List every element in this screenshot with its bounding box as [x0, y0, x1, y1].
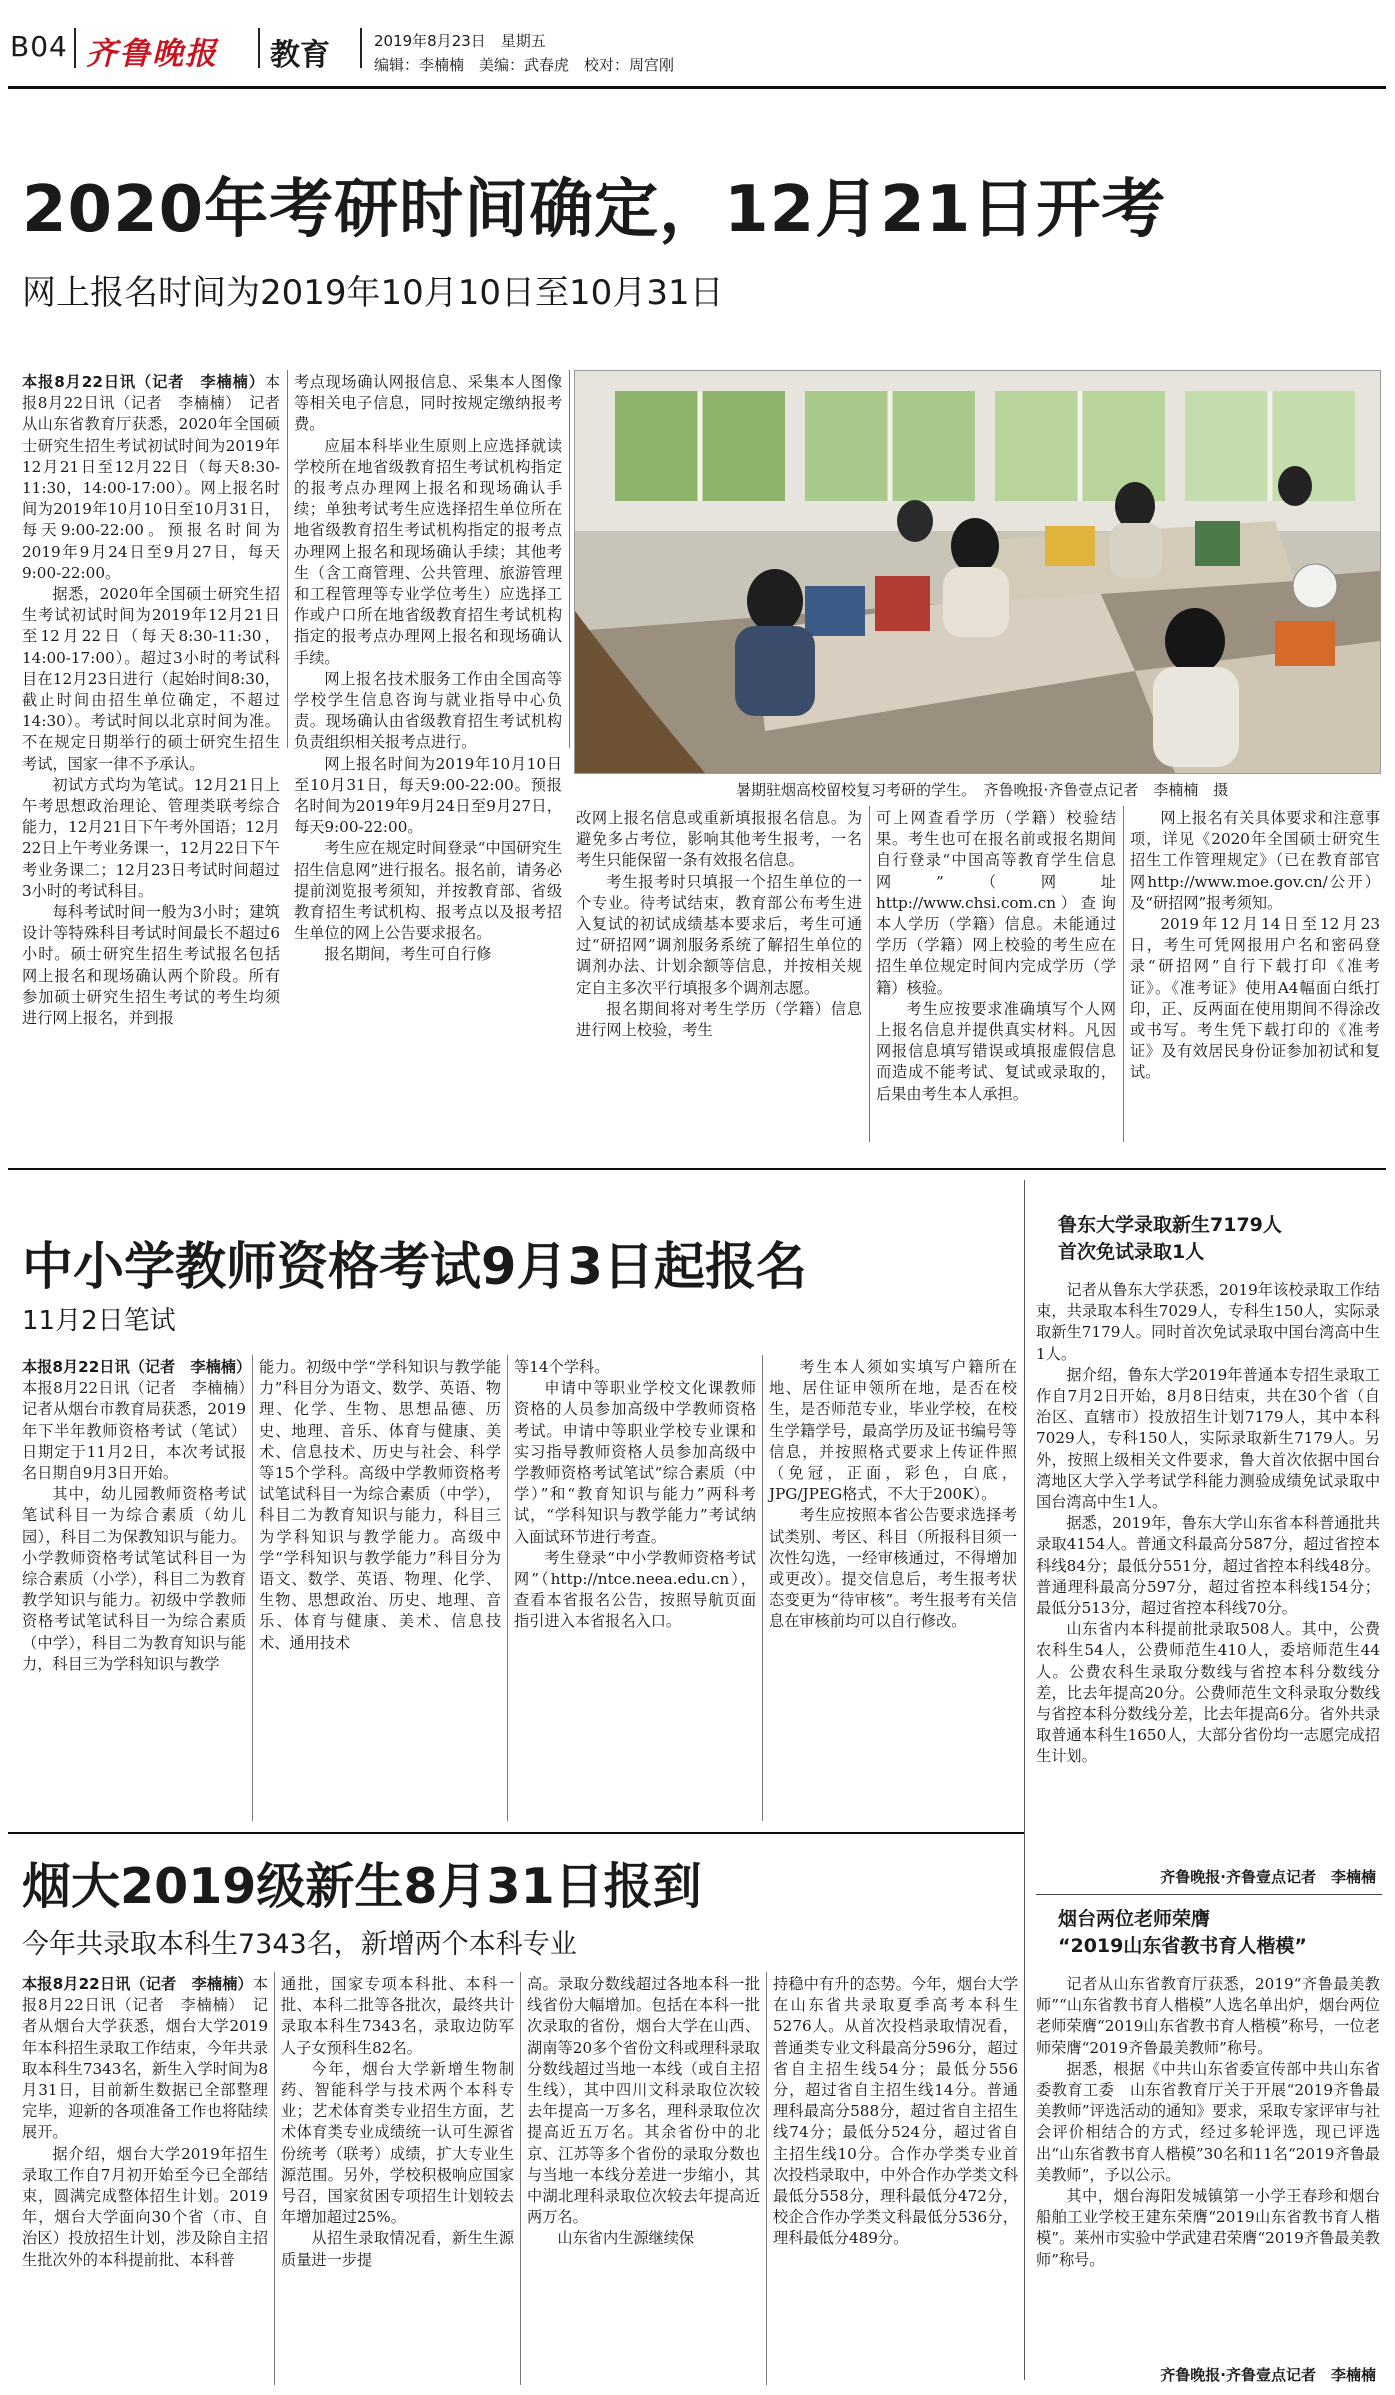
sidebar2-headline: 烟台两位老师荣膺 “2019山东省教书育人楷模” — [1058, 1908, 1307, 1957]
article2-paragraph: 其中，幼儿园教师资格考试笔试科目一为综合素质（幼儿园），科目二为保教知识与能力。小学教师资格考试笔试科目一为综合素质（小学），科目二为教育教学知识与能力。初级中学教师资格考试笔试科目一为综合素质（中学），科目二为教育知识与能力，科目三为学科知识与教学 — [22, 1485, 246, 1673]
article1-paragraph: 考生应按要求准确填写个人网上报名信息并提供真实材料。凡因网报信息填写错误或填报虚假信息而造成不能考试、复试或录取的，后果由考生本人承担。 — [876, 999, 1116, 1103]
article1-paragraph: 考生应在规定时间登录“中国研究生招生信息网”进行报名。报名前，请务必提前浏览报考须知，并按教育部、省级教育招生考试机构、报考点以及报考招生单位的网上公告要求报名。 — [294, 839, 562, 943]
article2-paragraph: 考生本人须如实填写户籍所在地、居住证申领所在地，是否在校生，是否师范专业，毕业学校，在校生学籍学号，最高学历及证书编号等信息，并按照格式要求上传证件照（免冠，正面，彩色，白底，JPG/JPEG格式，不大于200K）。 — [769, 1358, 1017, 1504]
article3-column-3 — [527, 1974, 760, 2390]
sidebar1-headline: 鲁东大学录取新生7179人 首次免试录取1人 — [1058, 1214, 1282, 1263]
article1-paragraph: 改网上报名信息或重新填报报名信息。为避免多占考位，影响其他考生报考，一名考生只能保留一条有效报名信息。 — [576, 809, 862, 870]
article2-paragraph: 考生登录“中小学教师资格考试网”（http://ntce.neea.edu.cn），查看本省报名公告，按照导航页面指引进入本省报名入口。 — [514, 1548, 756, 1631]
article1-paragraph: 考点现场确认网报信息、采集本人图像等相关电子信息，同时按规定缴纳报考费。 — [294, 373, 562, 434]
article1-paragraph: 据悉，2020年全国硕士研究生招生考试初试时间为2019年12月21日至12月22日（每天8:30-11:30，14:00-17:00）。超过3小时的考试科目在12月23日进行（起始时间8:30，截止时间由招生单位确定，不超过14:30）。考试时间以北京时间为准。不在规定日期举行的硕士研究生招生考试，国家一律不予承认。 — [22, 585, 280, 773]
article3-column-1: 本报8月22日讯（记者 李楠楠）本报8月22日讯（记者 李楠楠） 记者从烟台大学获悉，烟台大学2019年本科招生录取工作结束，今年共录取本科生7343名，新生入学时间为8月31日，目前新生数据已全部整理完毕，迎新的各项准备工作也将陆续展开。 据介绍，烟台大学2019年招生录取工作自7月初开始至今已全部结束，圆满完成整体招生计划。2019年，烟台大学面向30个省（市、自治区）投放招生计划，涉及除自主招生批次外的本科提前批、本科普 — [22, 1974, 268, 2390]
article1-paragraph: 应届本科毕业生原则上应选择就读学校所在地省级教育招生考试机构指定的报考点办理网上报名和现场确认手续；单独考试考生应选择招生单位所在地省级教育招生考试机构指定的报考点办理网上报名和现场确认手续；其他考生（含工商管理、公共管理、旅游管理和工程管理等专业学位考生）应选择工作或户口所在地省级教育招生考试机构指定的报考点办理网上报名和现场确认手续。 — [294, 436, 562, 667]
article1-column-3 — [576, 808, 862, 1146]
article1-column-4 — [876, 808, 1116, 1146]
article3-paragraph: 持稳中有升的态势。今年，烟台大学在山东省共录取夏季高考本科生5276人。从首次投档录取情况看，普通类专业文科最高分596分，超过省自主招生线54分；最低分556分，超过省自主招生线14分。普通理科最高分588分，超过省自主招生线74分；最低分524分，超过省自主招生线10分。合作办学类专业首次投档录取中，中外合作办学类文科最低分558分，理科最低分472分，校企合作办学类文科最低分536分，理科最低分489分。 — [773, 1975, 1018, 2248]
section-divider — [8, 1168, 1386, 1170]
article3-lead-paragraph: 本报8月22日讯（记者 李楠楠） 记者从烟台大学获悉，烟台大学2019年本科招生录取工作结束，今年共录取本科生7343名，新生入学时间为8月31日，目前新生数据已全部整理完毕，迎新的各项准备工作也将陆续展开。 — [22, 1975, 268, 2142]
sidebar-divider — [1036, 1894, 1382, 1895]
article3-paragraph: 通批，国家专项本科批、本科一批、本科二批等各批次，最终共计录取本科生7343名，录取边防军人子女预科生82名。 — [281, 1975, 514, 2057]
sidebar1-byline: 齐鲁晚报·齐鲁壹点记者 李楠楠 — [1160, 1868, 1376, 1886]
article2-paragraph: 等14个学科。 — [514, 1358, 610, 1376]
sidebar1-paragraph: 山东省内本科提前批录取508人。其中，公费农科生54人，公费师范生410人，委培师范生44人。公费农科生录取分数线与省控本科分数线分差，比去年提高20分。公费师范生文科录取分数线与省控本科分数线分差，比去年提高6分。省外共录取普通本科生1650人，大部分省份均一志愿完成招生计划。 — [1036, 1620, 1380, 1766]
article2-column-3 — [514, 1357, 756, 1825]
article2-paragraph: 考生应按照本省公告要求选择考试类别、考区、科目（所报科目须一次性勾选，一经审核通过，不得增加或更改）。提交信息后，考生报考状态变更为“待审核”。考生报考有关信息在审核前均可以自行修改。 — [769, 1506, 1017, 1631]
article1-paragraph: 2019年12月14日至12月23日，考生可凭网报用户名和密码登录“研招网”自行下载打印《准考证》。《准考证》使用A4幅面白纸打印，正、反两面在使用期间不得涂改或书写。考生凭下载打印的《准考证》及有效居民身份证参加初试和复试。 — [1130, 915, 1380, 1082]
article1-paragraph: 网上报名时间为2019年10月10日至10月31日，每天9:00-22:00。预报名时间为2019年9月24日至9月27日，每天9:00-22:00。 — [294, 754, 562, 837]
article2-column-1: 本报8月22日讯（记者 李楠楠）本报8月22日讯（记者 李楠楠） 记者从烟台市教育局获悉，2019年下半年教师资格考试（笔试）日期定于11月2日，本次考试报名日期自9月3日开始。 其中，幼儿园教师资格考试笔试科目一为综合素质（幼儿园），科目二为保教知识与能力。小学教师资格考试笔试科目一为综合素质（小学），科目二为教育教学知识与能力。初级中学教师资格考试笔试科目一为综合素质（中学），科目二为教育知识与能力，科目三为学科知识与教学 — [22, 1357, 246, 1825]
article3-paragraph: 山东省内生源继续保 — [557, 2229, 695, 2248]
sidebar1-paragraph: 据悉，2019年，鲁东大学山东省本科普通批共录取4154人。普通文科最高分587分，超过省控本科线84分；最低分551分，超过省控本科线48分。普通理科最高分597分，超过省控本科线154分；最低分513分，超过省控本科线70分。 — [1036, 1514, 1380, 1618]
sidebar2-body — [1036, 1974, 1380, 2352]
sidebar1-body — [1036, 1280, 1380, 1832]
article2-paragraph: 申请中等职业学校文化课教师资格的人员参加高级中学教师资格考试。申请中等职业学校专业课和实习指导教师资格人员参加高级中学教师资格考试笔试“综合素质（中学）”和“教育知识与能力”两科考试，“学科知识与教学能力”考试纳入面试环节进行考查。 — [514, 1379, 756, 1546]
article1-photo — [574, 370, 1381, 774]
article1-column-2 — [294, 372, 562, 1146]
article3-paragraph: 从招生录取情况看，新生生源质量进一步提 — [281, 2229, 514, 2269]
classroom-study-photo — [575, 371, 1380, 773]
article1-paragraph: 网上报名技术服务工作由全国高等学校学生信息咨询与就业指导中心负责。现场确认由省级教育招生考试机构负责组织相关报考点进行。 — [294, 669, 562, 752]
article1-headline: 2020年考研时间确定，12月21日开考 — [22, 173, 1167, 247]
page-code: B04 — [10, 30, 68, 63]
article1-paragraph: 考生报考时只填报一个招生单位的一个专业。待考试结束，教育部公布考生进入复试的初试成绩基本要求后，考生可通过“研招网”调剂服务系统了解招生单位的调剂办法、计划余额等信息，并按相关规定自主多次平行填报多个调剂志愿。 — [576, 872, 862, 997]
article1-lead-paragraph: 本报8月22日讯（记者 李楠楠） 记者从山东省教育厅获悉，2020年全国硕士研究生招生考试初试时间为2019年12月21日至12月22日（每天8:30-11:30，14:00-17:00）。网上报名时间为2019年10月10日至10月31日，每天9:00-22:00。预报名时间为2019年9月24日至9月27日，每天9:00-22:00。 — [22, 373, 280, 582]
article1-paragraph: 报名期间，考生可自行修 — [324, 945, 492, 964]
article3-headline: 烟大2019级新生8月31日报到 — [22, 1858, 702, 1915]
sidebar2-paragraph: 其中，烟台海阳发城镇第一小学王春珍和烟台船舶工业学校王建东荣膺“2019山东省教书育人楷模”。莱州市实验中学武建君荣膺“2019齐鲁最美教师”称号。 — [1036, 2187, 1380, 2269]
newspaper-logo: 齐鲁晚报 — [86, 36, 218, 72]
article3-paragraph: 今年，烟台大学新增生物制药、智能科学与技术两个本科专业；艺术体育类专业招生方面，艺术体育类专业成绩统一认可生源省份统考（联考）成绩，扩大专业生源范围。另外，学校积极响应国家号召，国家贫困专项招生计划较去年增加超过25%。 — [281, 2059, 514, 2227]
article3-column-4 — [773, 1974, 1018, 2390]
article3-paragraph: 高。录取分数线超过各地本科一批线省份大幅增加。包括在本科一批次录取的省份，烟台大学在山西、湖南等20多个省份文科或理科录取分数线超过当地一本线（或自主招生线），其中四川文科录取位次较去年提高一万多名，理科录取位次提高近五万名。其余省份中的北京、江苏等多个省份的录取分数也与当地一本线分差进一步缩小，其中湖北理科录取位次较去年提高近两万名。 — [527, 1975, 760, 2227]
article2-subtitle: 11月2日笔试 — [22, 1306, 176, 1336]
sidebar1-paragraph: 据介绍，鲁东大学2019年普通本专招生录取工作自7月2日开始，8月8日结束，共在30个省（自治区、直辖市）投放招生计划7179人，其中本科7029人，专科150人，实际录取新生7179人。另外，按照上级相关文件要求，鲁大首次依据中国台湾地区大学入学考试学科能力测验成绩免试录取中国台湾高中生1人。 — [1036, 1365, 1380, 1512]
issue-date: 2019年8月23日 星期五 — [374, 32, 546, 50]
sidebar2-byline: 齐鲁晚报·齐鲁壹点记者 李楠楠 — [1160, 2366, 1376, 2384]
article2-column-4 — [769, 1357, 1017, 1825]
article1-paragraph: 初试方式均为笔试。12月21日上午考思想政治理论、管理类联考综合能力，12月21日下午考外国语；12月22日上午考业务课一，12月22日下午考业务课二；12月23日考试时间超过3小时的考试科目。 — [22, 775, 280, 900]
section-divider — [8, 1832, 1024, 1834]
masthead-rule — [8, 86, 1386, 89]
article2-lead-paragraph: 本报8月22日讯（记者 李楠楠） 记者从烟台市教育局获悉，2019年下半年教师资格考试（笔试）日期定于11月2日，本次考试报名日期自9月3日开始。 — [22, 1379, 262, 1483]
article1-paragraph: 网上报名有关具体要求和注意事项，详见《2020年全国硕士研究生招生工作管理规定》（已在教育部官网http://www.moe.gov.cn/公开）及“研招网”报考须知。 — [1130, 809, 1380, 912]
sidebar1-paragraph: 记者从鲁东大学获悉，2019年该校录取工作结束，共录取本科生7029人，专科生150人，实际录取新生7179人。同时首次免试录取中国台湾高中生1人。 — [1036, 1281, 1380, 1363]
article3-subtitle: 今年共录取本科生7343名，新增两个本科专业 — [22, 1929, 577, 1960]
article3-column-2 — [281, 1974, 514, 2390]
article2-headline: 中小学教师资格考试9月3日起报名 — [22, 1238, 807, 1297]
article1-paragraph: 可上网查看学历（学籍）校验结果。考生也可在报名前或报名期间自行登录“中国高等教育学生信息网”（网址http://www.chsi.com.cn）查询本人学历（学籍）信息。未能通过学历（学籍）网上校验的考生应在招生单位规定时间内完成学历（学籍）核验。 — [876, 809, 1116, 997]
article2-paragraph: 能力。初级中学“学科知识与教学能力”科目分为语文、数学、英语、物理、化学、生物、思想品德、历史、地理、音乐、体育与健康、美术、信息技术、历史与社会、科学等15个学科。高级中学教师资格考试笔试科目一为综合素质（中学），科目二为教育知识与能力，科目三为学科知识与教学能力。高级中学“学科知识与教学能力”科目分为语文、数学、英语、物理、化学、生物、思想政治、历史、地理、音乐、体育与健康、美术、信息技术、通用技术 — [259, 1358, 501, 1652]
section-name: 教育 — [270, 38, 330, 73]
photo-caption: 暑期驻烟高校留校复习考研的学生。 齐鲁晚报·齐鲁壹点记者 李楠楠 摄 — [736, 781, 1229, 799]
article1-column-5 — [1130, 808, 1380, 1146]
sidebar2-paragraph: 记者从山东省教育厅获悉，2019“齐鲁最美教师”“山东省教书育人楷模”人选名单出炉，烟台两位老师荣膺“2019山东省教书育人楷模”称号，一位老师荣膺“2019齐鲁最美教师”称号。 — [1036, 1975, 1380, 2057]
article1-column-1: 本报8月22日讯（记者 李楠楠）本报8月22日讯（记者 李楠楠） 记者从山东省教育厅获悉，2020年全国硕士研究生招生考试初试时间为2019年12月21日至12月22日（每天8:30-11:30，14:00-17:00）。网上报名时间为2019年10月10日至10月31日，每天9:00-22:00。预报名时间为2019年9月24日至9月27日，每天9:00-22:00。 据悉，2020年全国硕士研究生招生考试初试时间为2019年12月21日至12月22日（每天8:30-11:30，14:00-17:00）。超过3小时的考试科目在12月23日进行（起始时间8:30，截止时间由招生单位确定，不超过14:30）。考试时间以北京时间为准。不在规定日期举行的硕士研究生招生考试，国家一律不予承认。 初试方式均为笔试。12月21日上午考思想政治理论、管理类联考综合能力，12月21日下午考外国语；12月22日上午考业务课一，12月22日下午考业务课二；12月23日考试时间超过3小时的考试科目。 每科考试时间一般为3小时；建筑设计等特殊科目考试时间最长不超过6小时。硕士研究生招生考试报名包括网上报名和现场确认两个阶段。所有参加硕士研究生招生考试的考生均须进行网上报名，并到报 — [22, 372, 280, 1146]
sidebar2-paragraph: 据悉，根据《中共山东省委宣传部中共山东省委教育工委 山东省教育厅关于开展“2019齐鲁最美教师”评选活动的通知》要求，采取专家评审与社会评价相结合的方式，经过多轮评选，现已评选出“山东省教书育人楷模”30名和11名“2019齐鲁最美教师”，予以公示。 — [1036, 2059, 1380, 2184]
article1-paragraph: 报名期间将对考生学历（学籍）信息进行网上校验，考生 — [576, 999, 862, 1040]
article2-column-2 — [259, 1357, 501, 1825]
article1-paragraph: 每科考试时间一般为3小时；建筑设计等特殊科目考试时间最长不超过6小时。硕士研究生招生考试报名包括网上报名和现场确认两个阶段。所有参加硕士研究生招生考试的考生均须进行网上报名，并到报 — [22, 903, 280, 1028]
article3-paragraph: 据介绍，烟台大学2019年招生录取工作自7月初开始至今已全部结束，圆满完成整体招生计划。2019年，烟台大学面向30个省（市、自治区）投放招生计划，涉及除自主招生批次外的本科提前批、本科普 — [22, 2144, 268, 2269]
staff-credits: 编辑：李楠楠 美编：武春虎 校对：周宫刚 — [374, 56, 675, 74]
article1-subtitle: 网上报名时间为2019年10月10日至10月31日 — [22, 273, 724, 313]
